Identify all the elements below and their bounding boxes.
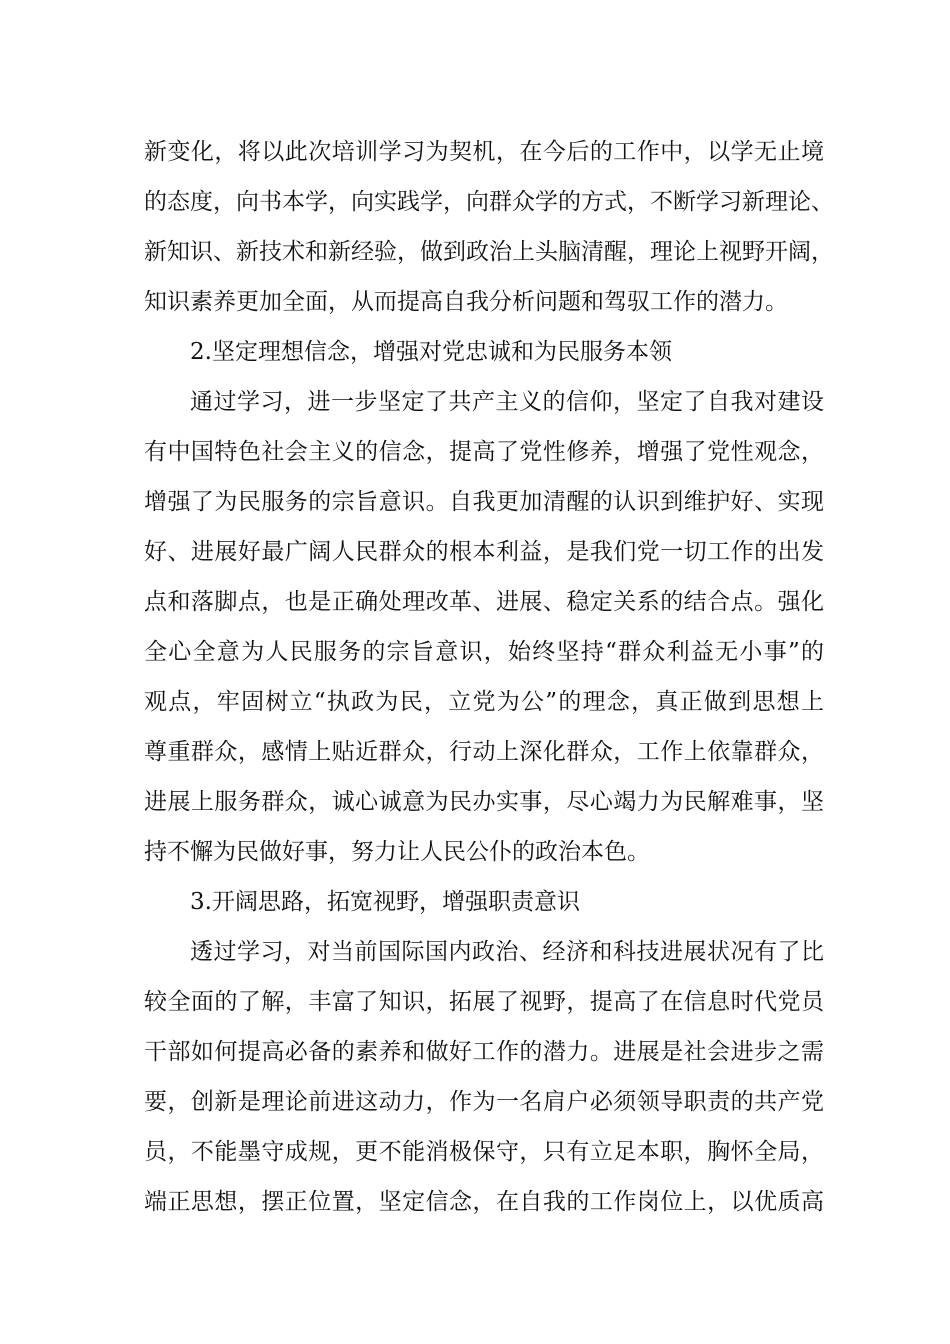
text-line: 干部如何提高必备的素养和做好工作的潜力。进展是社会进步之需 xyxy=(144,1039,824,1065)
text-line: 进展上服务群众，诚心诚意为民办实事，尽心竭力为民解难事，坚 xyxy=(144,789,824,815)
text-line: 的态度，向书本学，向实践学，向群众学的方式，不断学习新理论、 xyxy=(144,189,834,215)
text-line: 观点，牢固树立“执政为民，立党为公”的理念，真正做到思想上 xyxy=(144,689,824,715)
text-line: 员，不能墨守成规，更不能消极保守，只有立足本职，胸怀全局， xyxy=(144,1139,824,1165)
text-line: 尊重群众，感情上贴近群众，行动上深化群众，工作上依靠群众， xyxy=(144,739,824,765)
paragraph-first-line: 通过学习，进一步坚定了共产主义的信仰，坚定了自我对建设 xyxy=(190,389,824,415)
text-line: 点和落脚点，也是正确处理改革、进展、稳定关系的结合点。强化 xyxy=(144,589,824,615)
text-line: 知识素养更加全面，从而提高自我分析问题和驾驭工作的潜力。 xyxy=(144,289,788,315)
text-line: 持不懈为民做好事，努力让人民公仆的政治本色。 xyxy=(144,839,650,865)
text-line: 好、进展好最广阔人民群众的根本利益，是我们党一切工作的出发 xyxy=(144,539,824,565)
text-line: 新变化，将以此次培训学习为契机，在今后的工作中，以学无止境 xyxy=(144,139,824,165)
paragraph-first-line: 透过学习，对当前国际国内政治、经济和科技进展状况有了比 xyxy=(190,939,824,965)
section-heading-3: 3.开阔思路，拓宽视野，增强职责意识 xyxy=(190,889,580,915)
text-line: 全心全意为人民服务的宗旨意识，始终坚持“群众利益无小事”的 xyxy=(144,639,824,665)
text-line: 有中国特色社会主义的信念，提高了党性修养，增强了党性观念， xyxy=(144,439,824,465)
text-line: 增强了为民服务的宗旨意识。自我更加清醒的认识到维护好、实现 xyxy=(144,489,824,515)
section-heading-2: 2.坚定理想信念，增强对党忠诚和为民服务本领 xyxy=(190,339,672,365)
text-line: 端正思想，摆正位置，坚定信念，在自我的工作岗位上，以优质高 xyxy=(144,1189,824,1215)
text-line: 要，创新是理论前进这动力，作为一名肩户必须领导职责的共产党 xyxy=(144,1089,824,1115)
text-line: 较全面的了解，丰富了知识，拓展了视野，提高了在信息时代党员 xyxy=(144,989,824,1015)
text-line: 新知识、新技术和新经验，做到政治上头脑清醒，理论上视野开阔， xyxy=(144,239,834,265)
